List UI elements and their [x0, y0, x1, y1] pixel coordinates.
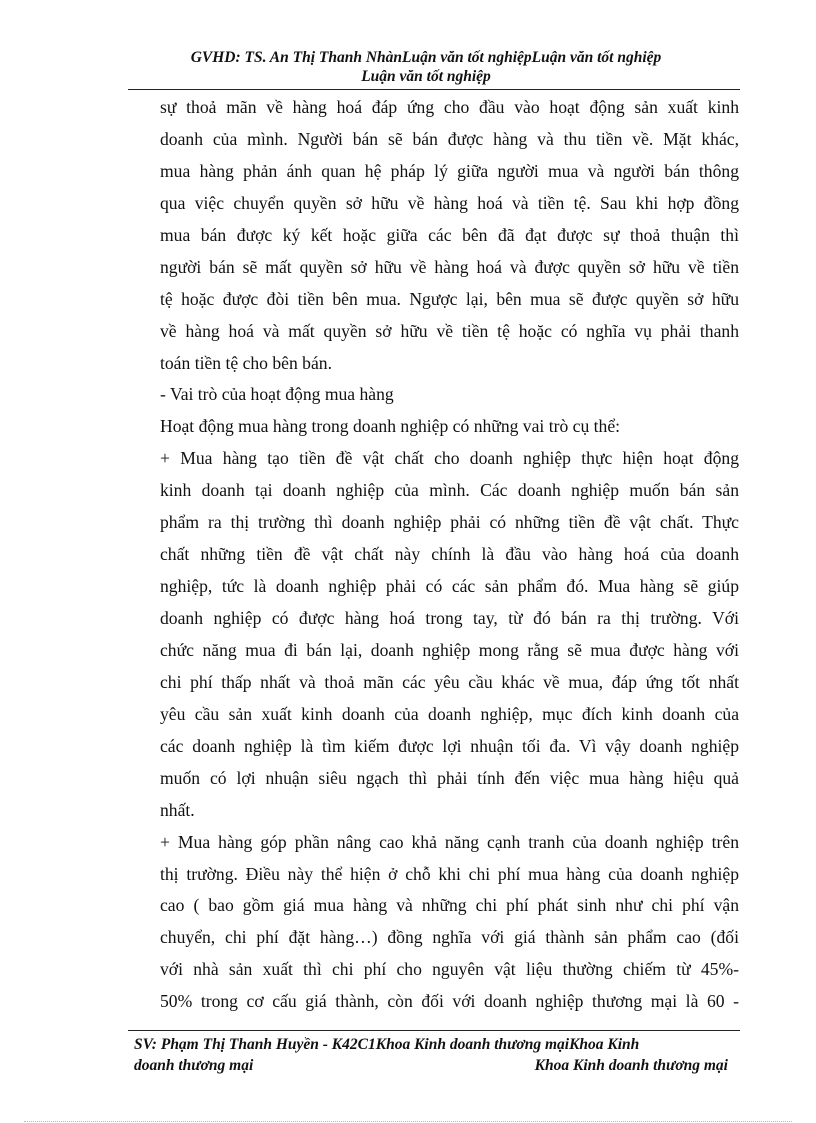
- body-line: qua việc chuyển quyền sở hữu về hàng hoá và tiền tệ. Sau khi hợp đồng: [160, 192, 739, 213]
- header-rule: [128, 89, 740, 90]
- body-line: + Mua hàng góp phần nâng cao khả năng cạnh tranh của doanh nghiệp trên: [160, 831, 739, 852]
- body-line: - Vai trò của hoạt động mua hàng: [160, 384, 394, 405]
- body-line: doanh của mình. Người bán sẽ bán được hàng và thu tiền về. Mặt khác,: [160, 128, 739, 149]
- footer-line-2: [134, 1055, 734, 1076]
- page-edge-divider: [24, 1121, 792, 1122]
- body-line: chức năng mua đi bán lại, doanh nghiệp mong rằng sẽ mua được hàng với: [160, 639, 739, 660]
- body-line: với nhà sản xuất thì chi phí cho nguyên vật liệu thường chiếm từ 45%-: [160, 959, 739, 980]
- body-line: nhất.: [160, 799, 195, 820]
- body-line: + Mua hàng tạo tiền đề vật chất cho doanh nghiệp thực hiện hoạt động: [160, 448, 739, 469]
- body-line: yêu cầu sản xuất kinh doanh của doanh nghiệp, mục đích kinh doanh của: [160, 703, 739, 724]
- body-line: người bán sẽ mất quyền sở hữu về hàng hoá và được quyền sở hữu về tiền: [160, 256, 739, 277]
- footer-line-2-right: Khoa Kinh doanh thương mại: [534, 1057, 728, 1074]
- body-line: kinh doanh tại doanh nghiệp của mình. Các doanh nghiệp muốn bán sản: [160, 480, 739, 501]
- body-line: doanh nghiệp có được hàng hoá trong tay, từ đó bán ra thị trường. Với: [160, 608, 739, 628]
- footer-rule: [128, 1030, 740, 1031]
- body-line: cao ( bao gồm giá mua hàng và những chi phí phát sinh như chi phí vận: [160, 895, 739, 916]
- body-line: mua bán được ký kết hoặc giữa các bên đã đạt được sự thoả thuận thì: [160, 224, 739, 245]
- body-line: các doanh nghiệp là tìm kiếm được lợi nhuận tối đa. Vì vậy doanh nghiệp: [160, 735, 739, 756]
- body-line: mua hàng phản ánh quan hệ pháp lý giữa người mua và người bán thông: [160, 160, 739, 181]
- body-line: muốn có lợi nhuận siêu ngạch thì phải tính đến việc mua hàng hiệu quả: [160, 767, 739, 788]
- body-line: Hoạt động mua hàng trong doanh nghiệp có những vai trò cụ thể:: [160, 416, 621, 437]
- body-line: về hàng hoá và mất quyền sở hữu về tiền tệ hoặc có nghĩa vụ phải thanh: [160, 320, 739, 341]
- body-line: 50% trong cơ cấu giá thành, còn đối với doanh nghiệp thương mại là 60 -: [160, 991, 739, 1012]
- body-line: thị trường. Điều này thể hiện ở chỗ khi chi phí mua hàng của doanh nghiệp: [160, 863, 739, 884]
- page-footer: [134, 1034, 734, 1076]
- page-header: [128, 48, 724, 86]
- body-line: phẩm ra thị trường thì doanh nghiệp phải có những tiền đề vật chất. Thực: [160, 512, 739, 533]
- body-line: tệ hoặc được đòi tiền bên mua. Ngược lại, bên mua sẽ được quyền sở hữu: [160, 288, 739, 309]
- header-line-2: Luận văn tốt nghiệp: [361, 68, 491, 85]
- body-line: chuyển, chi phí đặt hàng…) đồng nghĩa với giá thành sản phẩm cao (đối: [160, 927, 739, 948]
- footer-line-1: SV: Phạm Thị Thanh Huyền - K42C1Khoa Kinh doanh thương mạiKhoa Kinh: [134, 1036, 640, 1053]
- footer-line-2-left: doanh thương mại: [134, 1057, 254, 1074]
- header-line-1: GVHD: TS. An Thị Thanh NhànLuận văn tốt nghiệpLuận văn tốt nghiệp: [190, 49, 662, 66]
- body-line: sự thoả mãn về hàng hoá đáp ứng cho đầu vào hoạt động sản xuất kinh: [160, 97, 739, 117]
- body-line: chi phí thấp nhất và thoả mãn các yêu cầu khác về mua, đáp ứng tốt nhất: [160, 671, 739, 692]
- document-body: [160, 92, 739, 1018]
- body-line: chất những tiền đề vật chất này chính là đầu vào hàng hoá của doanh: [160, 544, 739, 565]
- body-line: toán tiền tệ cho bên bán.: [160, 352, 332, 373]
- body-line: nghiệp, tức là doanh nghiệp phải có các sản phẩm đó. Mua hàng sẽ giúp: [160, 576, 739, 597]
